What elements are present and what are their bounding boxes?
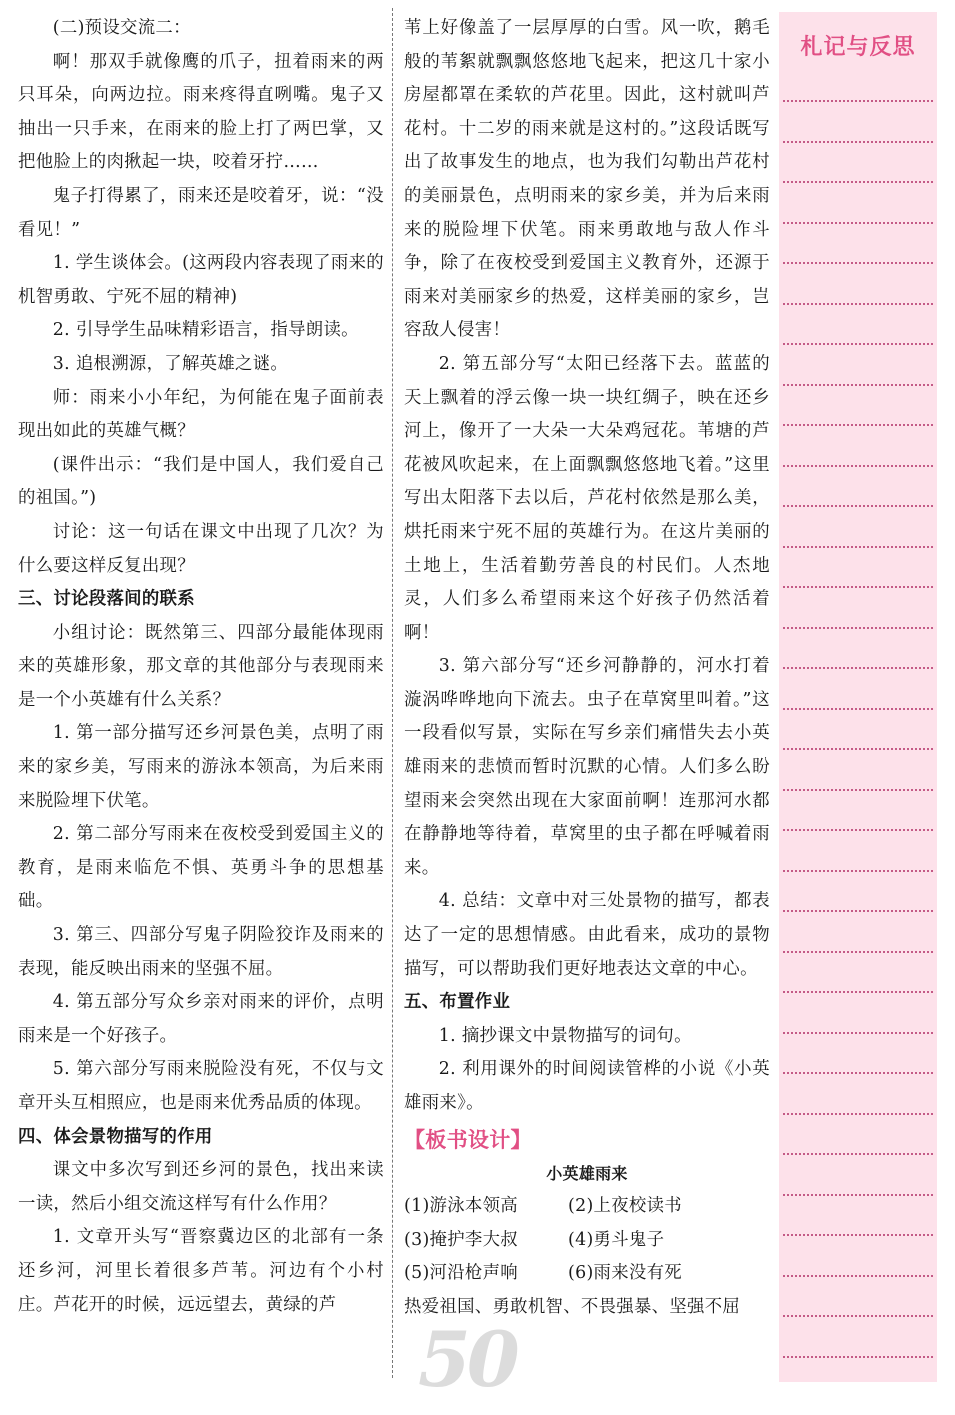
paragraph: 1. 摘抄课文中景物描写的词句。 (438, 1025, 692, 1046)
paragraph: 4. 第五部分写众乡亲对雨来的评价，点明雨来是一个好孩子。 (18, 992, 384, 1046)
note-line (783, 181, 933, 183)
note-line (783, 1032, 933, 1034)
note-line (783, 384, 933, 386)
note-line (783, 1234, 933, 1236)
note-line (783, 789, 933, 791)
note-line (783, 627, 933, 629)
note-line (783, 424, 933, 426)
section-heading: 四、体会景物描写的作用 (18, 1126, 213, 1147)
paragraph: 4. 总结：文章中对三处景物的描写，都表达了一定的思想情感。由此看来，成功的景物描写，可以帮助我们更好地表达文章的中心。 (404, 891, 770, 979)
middle-column (404, 12, 770, 1325)
notes-panel (779, 12, 937, 1382)
board-heading: 【板书设计】 (404, 1127, 532, 1152)
note-line (783, 1356, 933, 1358)
section-heading: 五、布置作业 (404, 992, 511, 1013)
note-line (783, 951, 933, 953)
paragraph: (二)预设交流二： (52, 18, 191, 38)
paragraph: 苇上好像盖了一层厚厚的白雪。风一吹，鹅毛般的苇絮就飘飘悠悠地飞起来，把这几十家小房屋都罩在柔软的芦花里。因此，这村就叫芦花村。十二岁的雨来就是这村的。”这段话既写出了故事发生的地点，也为我们勾勒出芦花村的美丽景色，点明雨来的家乡美，并为后来雨来的脱险埋下伏笔。雨来勇敢地与敌人作斗争，除了在夜校受到爱国主义教育外，还源于雨来对美丽家乡的热爱，这样美丽的家乡，岂容敌人侵害！ (404, 18, 770, 341)
board-item: (3)掩护李大叔 (404, 1229, 518, 1250)
notes-title: 札记与反思 (800, 35, 916, 60)
note-line (783, 141, 933, 143)
left-column (18, 12, 384, 1322)
board-item: (6)雨来没有死 (568, 1263, 682, 1284)
note-line (783, 708, 933, 710)
paragraph: 3. 第六部分写“还乡河静静的，河水打着漩涡哗哗地向下流去。虫子在草窝里叫着。”这一段看似写景，实际在写乡亲们痛惜失去小英雄雨来的悲愤而暂时沉默的心情。人们多么盼望雨来会突然出现在大家面前啊！连那河水都在静静地等待着，草窝里的虫子都在呼喊着雨来。 (404, 656, 770, 878)
note-line (783, 1113, 933, 1115)
board-row (404, 1224, 770, 1258)
paragraph: 2. 引导学生品味精彩语言，指导朗读。 (52, 320, 359, 341)
board-title: 小英雄雨来 (546, 1163, 628, 1183)
paragraph: 师：雨来小小年纪，为何能在鬼子面前表现出如此的英雄气概？ (18, 387, 384, 442)
note-line (783, 1072, 933, 1074)
paragraph: 2. 第二部分写雨来在夜校受到爱国主义的教育，是雨来临危不惧、英勇斗争的思想基础。 (18, 824, 384, 912)
note-line (783, 748, 933, 750)
note-line (783, 1194, 933, 1196)
note-line (783, 586, 933, 588)
note-line (783, 505, 933, 507)
paragraph: 小组讨论：既然第三、四部分最能体现雨来的英雄形象，那文章的其他部分与表现雨来是一个小英雄有什么关系？ (18, 622, 384, 710)
section-heading: 三、讨论段落间的联系 (18, 589, 195, 610)
paragraph: 3. 第三、四部分写鬼子阴险狡诈及雨来的表现，能反映出雨来的坚强不屈。 (18, 925, 384, 979)
note-line (783, 465, 933, 467)
note-line (783, 100, 933, 102)
paragraph: 1. 第一部分描写还乡河景色美，点明了雨来的家乡美，写雨来的游泳本领高，为后来雨来脱险埋下伏笔。 (18, 723, 384, 811)
paragraph: (课件出示：“我们是中国人，我们爱自己的祖国。”) (18, 454, 384, 509)
board-row (404, 1257, 770, 1291)
note-line (783, 546, 933, 548)
page-number: 50 (418, 1315, 516, 1404)
paragraph: 1. 文章开头写“晋察冀边区的北部有一条还乡河，河里长着很多芦苇。河边有个小村庄。芦花开的时候，远远望去，黄绿的芦 (18, 1227, 384, 1315)
note-line (783, 1315, 933, 1317)
board-row (404, 1190, 770, 1224)
paragraph: 1. 学生谈体会。(这两段内容表现了雨来的机智勇敢、宁死不屈的精神) (18, 253, 384, 307)
paragraph: 3. 追根溯源，了解英雄之谜。 (52, 353, 289, 374)
paragraph: 2. 第五部分写“太阳已经落下去。蓝蓝的天上飘着的浮云像一块一块红绸子，映在还乡河上，像开了一大朵一大朵鸡冠花。苇塘的芦花被风吹起来，在上面飘飘悠悠地飞着。”这里写出太阳落下去以后，芦花村依然是那么美，烘托雨来宁死不屈的英雄行为。在这片美丽的土地上，生活着勤劳善良的村民们。人杰地灵，人们多么希望雨来这个好孩子仍然活着啊！ (404, 353, 770, 643)
note-line (783, 991, 933, 993)
note-line (783, 343, 933, 345)
note-line (783, 262, 933, 264)
note-line (783, 667, 933, 669)
column-divider (392, 8, 393, 1378)
board-item: (2)上夜校读书 (568, 1196, 682, 1217)
note-line (783, 1275, 933, 1277)
note-line (783, 303, 933, 305)
paragraph: 5. 第六部分写雨来脱险没有死，不仅与文章开头互相照应，也是雨来优秀品质的体现。 (18, 1059, 384, 1113)
note-line (783, 829, 933, 831)
paragraph: 啊！那双手就像鹰的爪子，扭着雨来的两只耳朵，向两边拉。雨来疼得直咧嘴。鬼子又抽出一只手来，在雨来的脸上打了两巴掌，又把他脸上的肉揪起一块，咬着牙拧…… (18, 51, 384, 173)
board-summary: 热爱祖国、勇敢机智、不畏强暴、坚强不屈 (404, 1296, 741, 1317)
paragraph: 2. 利用课外的时间阅读管桦的小说《小英雄雨来》。 (404, 1059, 770, 1113)
board-item: (4)勇斗鬼子 (568, 1229, 665, 1250)
board-item: (5)河沿枪声响 (404, 1263, 518, 1284)
paragraph: 讨论：这一句话在课文中出现了几次？为什么要这样反复出现？ (18, 521, 384, 576)
paragraph: 鬼子打得累了，雨来还是咬着牙，说：“没看见！” (18, 185, 384, 240)
paragraph: 课文中多次写到还乡河的景色，找出来读一读，然后小组交流这样写有什么作用？ (18, 1160, 384, 1214)
note-line (783, 910, 933, 912)
board-item: (1)游泳本领高 (404, 1196, 518, 1217)
note-line (783, 222, 933, 224)
board-design (404, 1125, 770, 1325)
note-line (783, 1153, 933, 1155)
note-line (783, 870, 933, 872)
